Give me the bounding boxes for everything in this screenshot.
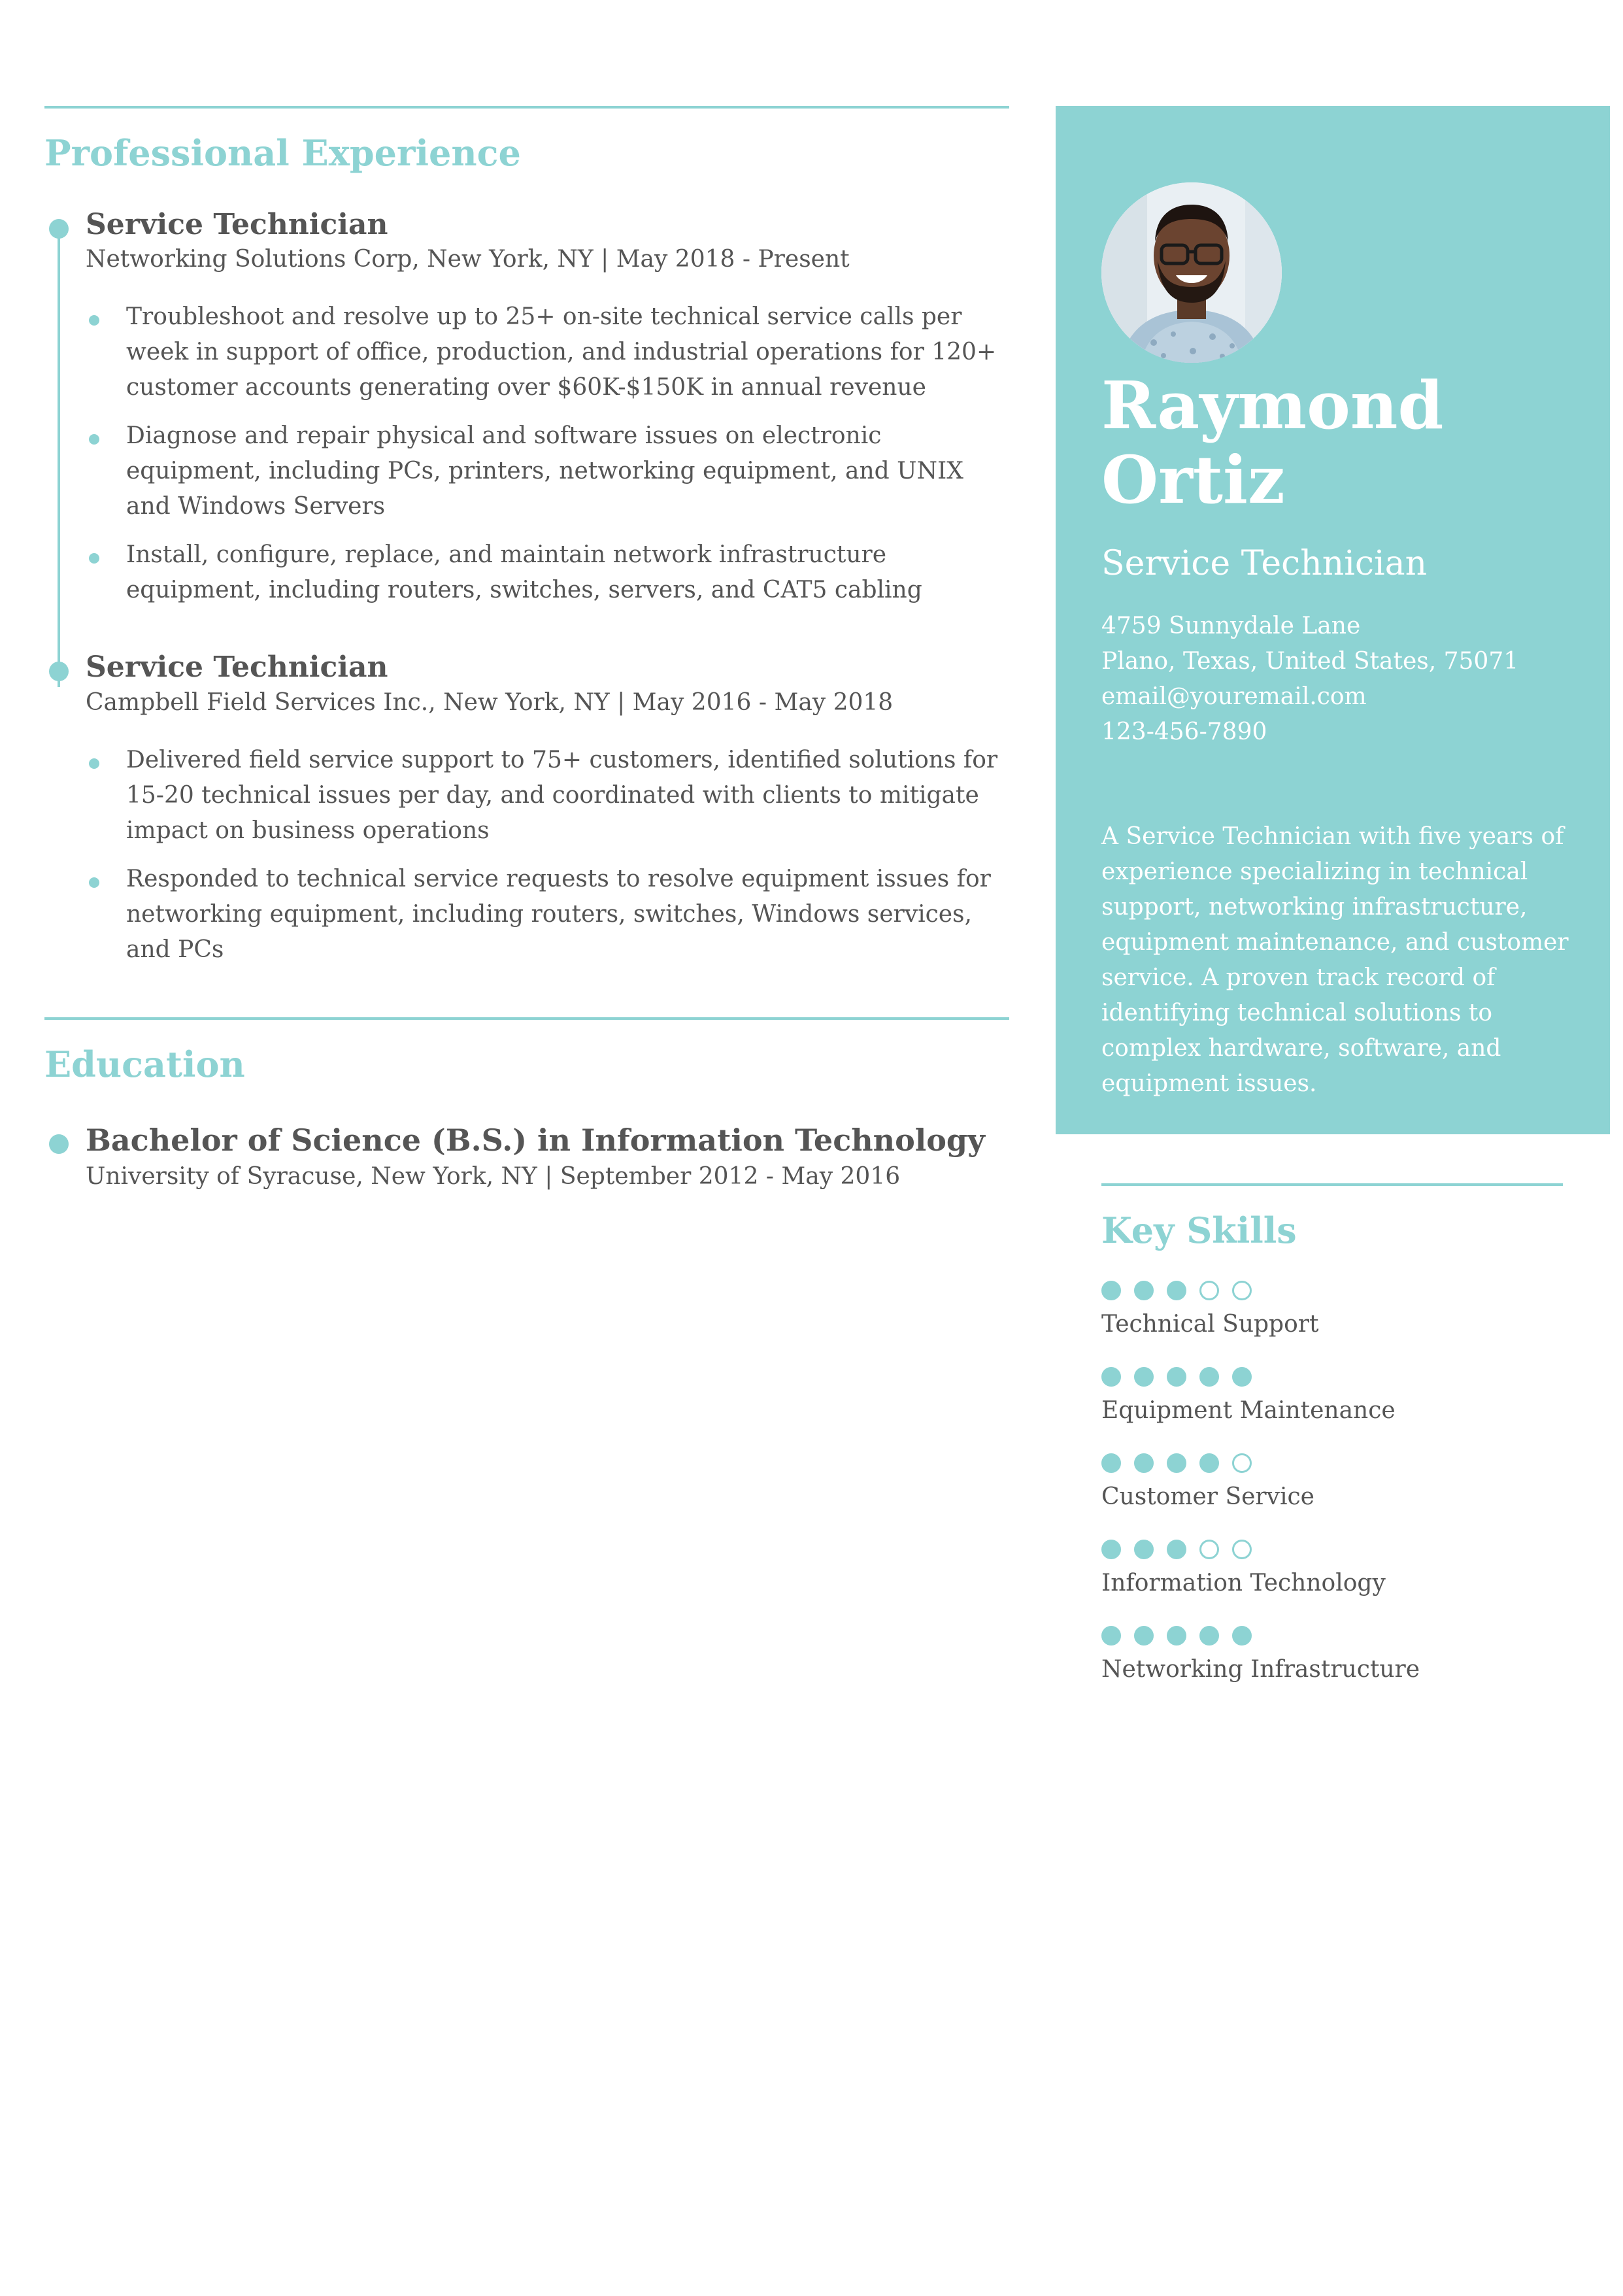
skill-rating (1101, 1281, 1563, 1300)
experience-section (44, 106, 1009, 968)
skill-item (1101, 1540, 1563, 1601)
skill-name: Information Technology (1101, 1569, 1386, 1596)
skills-divider (1101, 1183, 1563, 1186)
timeline-dot (49, 662, 69, 681)
bullet-icon (89, 434, 99, 445)
job-entry (44, 206, 1009, 609)
skills-heading: Key Skills (1101, 1209, 1297, 1251)
skill-rating (1101, 1453, 1563, 1473)
bullet-text: Troubleshoot and resolve up to 25+ on-site technical service calls per week in support of office, production, and industrial operations for 120+ customer accounts generating over $60K-$150K in annual revenue (126, 303, 997, 401)
skill-rating (1101, 1540, 1563, 1559)
bullet-icon (89, 553, 99, 564)
rating-dot-filled-icon (1101, 1453, 1121, 1473)
bullet-text: Responded to technical service requests to resolve equipment issues for networking equipment, including routers, switches, Windows services, and PCs (126, 865, 991, 963)
bullet-icon (89, 758, 99, 769)
skills-list (1101, 1281, 1563, 1687)
avatar-portrait-icon (1101, 182, 1282, 363)
rating-dot-filled-icon (1167, 1626, 1186, 1646)
rating-dot-filled-icon (1232, 1367, 1252, 1387)
rating-dot-filled-icon (1134, 1540, 1154, 1559)
job-title: Service Technician (86, 207, 388, 241)
rating-dot-filled-icon (1101, 1540, 1121, 1559)
rating-dot-filled-icon (1101, 1626, 1121, 1646)
rating-dot-filled-icon (1167, 1453, 1186, 1473)
candidate-role: Service Technician (1101, 544, 1428, 583)
skill-name: Technical Support (1101, 1310, 1319, 1338)
rating-dot-filled-icon (1134, 1367, 1154, 1387)
rating-dot-filled-icon (1101, 1367, 1121, 1387)
education-degree: Bachelor of Science (B.S.) in Information Technology (86, 1122, 985, 1158)
rating-dot-filled-icon (1134, 1281, 1154, 1300)
bullet-text: Delivered field service support to 75+ customers, identified solutions for 15-20 technical issues per day, and coordinated with clients to mitigate impact on business operations (126, 746, 998, 844)
rating-dot-filled-icon (1167, 1540, 1186, 1559)
skill-name: Equipment Maintenance (1101, 1396, 1396, 1424)
rating-dot-empty-icon (1232, 1453, 1252, 1473)
timeline-dot (49, 1134, 69, 1154)
address-line: 4759 Sunnydale Lane (1101, 613, 1361, 640)
skills-section (1101, 1183, 1563, 1687)
rating-dot-filled-icon (1199, 1453, 1219, 1473)
education-entry (44, 1121, 1009, 1193)
skill-item (1101, 1453, 1563, 1515)
bullet-item (86, 418, 1009, 524)
rating-dot-filled-icon (1134, 1453, 1154, 1473)
experience-heading: Professional Experience (44, 132, 521, 174)
rating-dot-empty-icon (1199, 1281, 1219, 1300)
experience-timeline (44, 206, 1009, 968)
education-heading: Education (44, 1043, 245, 1085)
job-bullets (86, 299, 1009, 608)
bullet-item (86, 299, 1009, 405)
skill-rating (1101, 1367, 1563, 1387)
contact-info (1101, 609, 1579, 750)
rating-dot-empty-icon (1232, 1540, 1252, 1559)
education-meta: University of Syracuse, New York, NY | September 2012 - May 2016 (86, 1162, 901, 1190)
skill-rating (1101, 1626, 1563, 1646)
profile-panel (1056, 106, 1610, 1134)
rating-dot-filled-icon (1134, 1626, 1154, 1646)
bullet-icon (89, 315, 99, 326)
profile-summary: A Service Technician with five years of experience specializing in technical support, networking infrastructure, equipment maintenance, and customer service. A proven track record of identifying technical solutions to complex hardware, software, and equipment issues. (1101, 823, 1569, 1098)
phone: 123-456-7890 (1101, 718, 1267, 746)
rating-dot-filled-icon (1167, 1281, 1186, 1300)
rating-dot-filled-icon (1232, 1626, 1252, 1646)
bullet-icon (89, 877, 99, 888)
education-divider (44, 1017, 1009, 1020)
avatar (1101, 182, 1282, 363)
rating-dot-filled-icon (1199, 1626, 1219, 1646)
job-bullets (86, 743, 1009, 968)
skill-item (1101, 1626, 1563, 1687)
bullet-item (86, 862, 1009, 968)
bullet-item (86, 743, 1009, 849)
bullet-text: Install, configure, replace, and maintain network infrastructure equipment, including routers, switches, servers, and CAT5 cabling (126, 541, 922, 604)
rating-dot-empty-icon (1199, 1540, 1219, 1559)
skill-item (1101, 1281, 1563, 1342)
main-column (44, 106, 1009, 1193)
candidate-name: Raymond Ortiz (1101, 367, 1444, 518)
bullet-item (86, 537, 1009, 608)
skill-name: Networking Infrastructure (1101, 1655, 1420, 1683)
job-meta: Campbell Field Services Inc., New York, NY | May 2016 - May 2018 (86, 688, 894, 716)
job-meta: Networking Solutions Corp, New York, NY | May 2018 - Present (86, 245, 850, 273)
skill-name: Customer Service (1101, 1483, 1314, 1510)
job-title: Service Technician (86, 650, 388, 684)
email: email@youremail.com (1101, 683, 1367, 711)
experience-divider (44, 106, 1009, 109)
bullet-text: Diagnose and repair physical and software issues on electronic equipment, including PCs, printers, networking equipment, and UNIX and Windows Servers (126, 422, 963, 520)
skill-item (1101, 1367, 1563, 1428)
timeline-dot (49, 219, 69, 239)
job-entry (44, 649, 1009, 968)
profile-panel-content (1101, 182, 1579, 1102)
rating-dot-filled-icon (1167, 1367, 1186, 1387)
address-line: Plano, Texas, United States, 75071 (1101, 648, 1519, 675)
rating-dot-empty-icon (1232, 1281, 1252, 1300)
rating-dot-filled-icon (1199, 1367, 1219, 1387)
education-section (44, 1017, 1009, 1193)
rating-dot-filled-icon (1101, 1281, 1121, 1300)
